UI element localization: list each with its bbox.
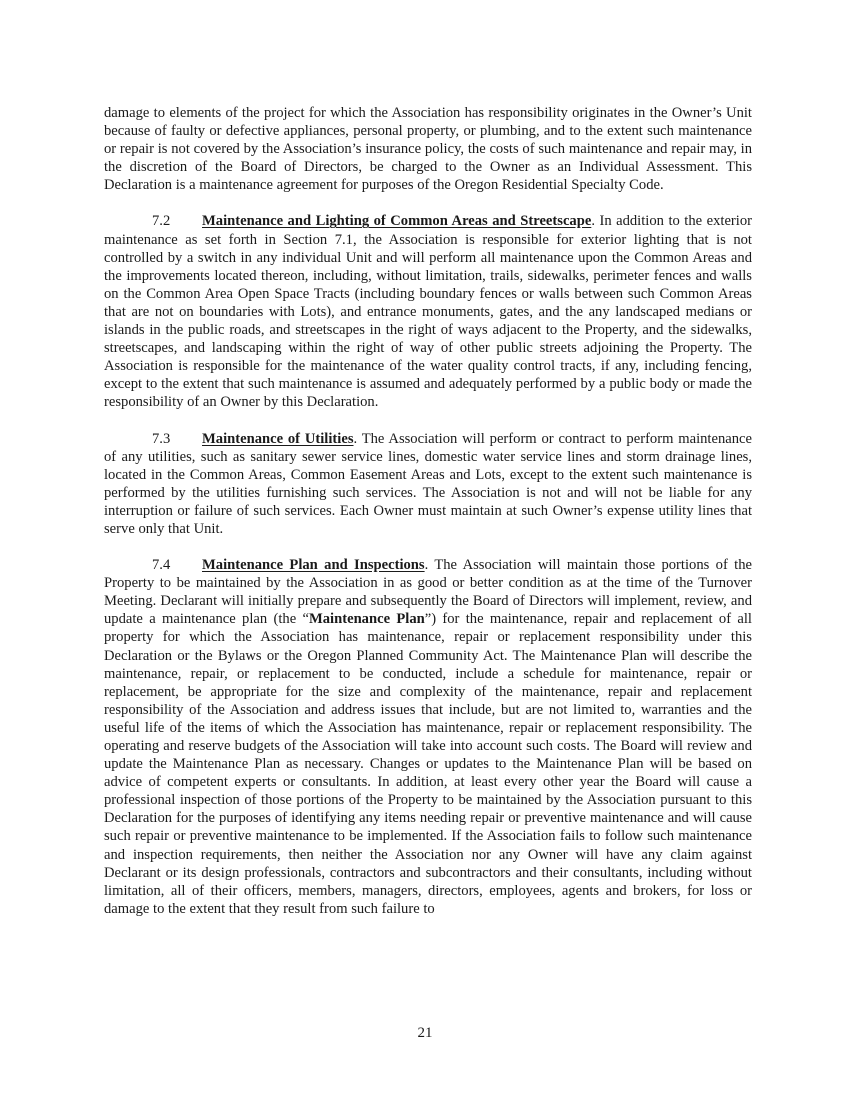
section-7-2 bbox=[104, 212, 752, 411]
section-body-start: . The Association will maintain those portions of the Property to be maintained by the Association in as good or better condition as at the time of the Turnover Meeting. Declarant will initially prepare and subsequently the Board of Directors will implement, review, and update a maintenance plan (the “ bbox=[104, 557, 752, 628]
section-body: . The Association will perform or contract to perform maintenance of any utilities, such as sanitary sewer service lines, domestic water service lines and storm drainage lines, located in the Common Areas, Common Easement Areas and Lots, except to the extent such maintenance is performed by the utilities furnishing such services. The Association is not and will not be liable for any interruption or failure of such services. Each Owner must maintain at such Owner’s expense utility lines that serve only that Unit. bbox=[104, 430, 752, 537]
section-7-4 bbox=[104, 556, 752, 918]
section-number: 7.4 bbox=[152, 557, 171, 574]
paragraph-continued bbox=[104, 104, 752, 194]
paragraph-body: damage to elements of the project for which the Association has responsibility originates in the Owner’s Unit because of faulty or defective appliances, personal property, or plumbing, and to the extent such maintenance or repair is not covered by the Association’s insurance policy, the costs of such maintenance and repair may, in the discretion of the Board of Directors, be charged to the Owner as an Individual Assessment. This Declaration is a maintenance agreement for purposes of the Oregon Residential Specialty Code. bbox=[104, 105, 752, 194]
section-body-end: ”) for the maintenance, repair and replacement of all property for which the Association has maintenance, repair or replacement responsibility under this Declaration or the Bylaws or the Oregon Planned Community Act. The Maintenance Plan will describe the maintenance, repair, or replacement to be conducted, include a schedule for maintenance, repair or replacement, be appropriate for the size and complexity of the maintenance, repair and replacement responsibility of the Association and address issues that include, but are not limited to, warranties and the useful life of the items of which the Association has maintenance, repair or replacement responsibility. The operating and reserve budgets of the Association will take into account such costs. The Board will review and update the Maintenance Plan as necessary. Changes or updates to the Maintenance Plan will be based on advice of competent experts or consultants. In addition, at least every other year the Board will cause a professional inspection of those portions of the Property to be maintained by the Association pursuant to this Declaration for the purposes of identifying any items needing repair or preventive maintenance and will cause such repair or preventive maintenance to be implemented. If the Association fails to follow such maintenance and inspection requirements, then neither the Association nor any Owner will have any claim against Declarant or its design professionals, contractors and subcontractors and their consultants, including without limitation, all of their officers, members, managers, directors, employees, agents and brokers, for loss or damage to the extent that they result from such failure to bbox=[104, 611, 752, 917]
section-body: . In addition to the exterior maintenance as set forth in Section 7.1, the Association is responsible for exterior lighting that is not controlled by a switch in any individual Unit and will perform all maintenance upon the Common Areas and the improvements located thereon, including, without limitation, trails, sidewalks, perimeter fences and walls on the Common Area Open Space Tracts (including boundary fences or walls between such Common Areas that are not on boundaries with Lots), and entrance monuments, gates, and the any landscaped medians or islands in the public roads, and streetscapes in the right of ways adjacent to the Property, and the sidewalks, streetscapes, and landscaping within the right of way of other public streets adjoining the Property. The Association is responsible for the maintenance of the water quality control tracts, if any, including fencing, except to the extent that such maintenance is assumed and adequately performed by a public body or made the responsibility of an Owner by this Declaration. bbox=[104, 213, 752, 411]
section-7-3 bbox=[104, 430, 752, 539]
section-number: 7.2 bbox=[152, 213, 171, 230]
section-heading: Maintenance and Lighting of Common Areas and Streetscape bbox=[202, 213, 592, 230]
defined-term: Maintenance Plan bbox=[308, 611, 425, 628]
section-heading: Maintenance Plan and Inspections bbox=[202, 557, 425, 574]
page-number: 21 bbox=[417, 1025, 433, 1041]
section-heading: Maintenance of Utilities bbox=[202, 430, 354, 447]
section-number: 7.3 bbox=[152, 430, 171, 447]
document-page bbox=[104, 104, 752, 918]
